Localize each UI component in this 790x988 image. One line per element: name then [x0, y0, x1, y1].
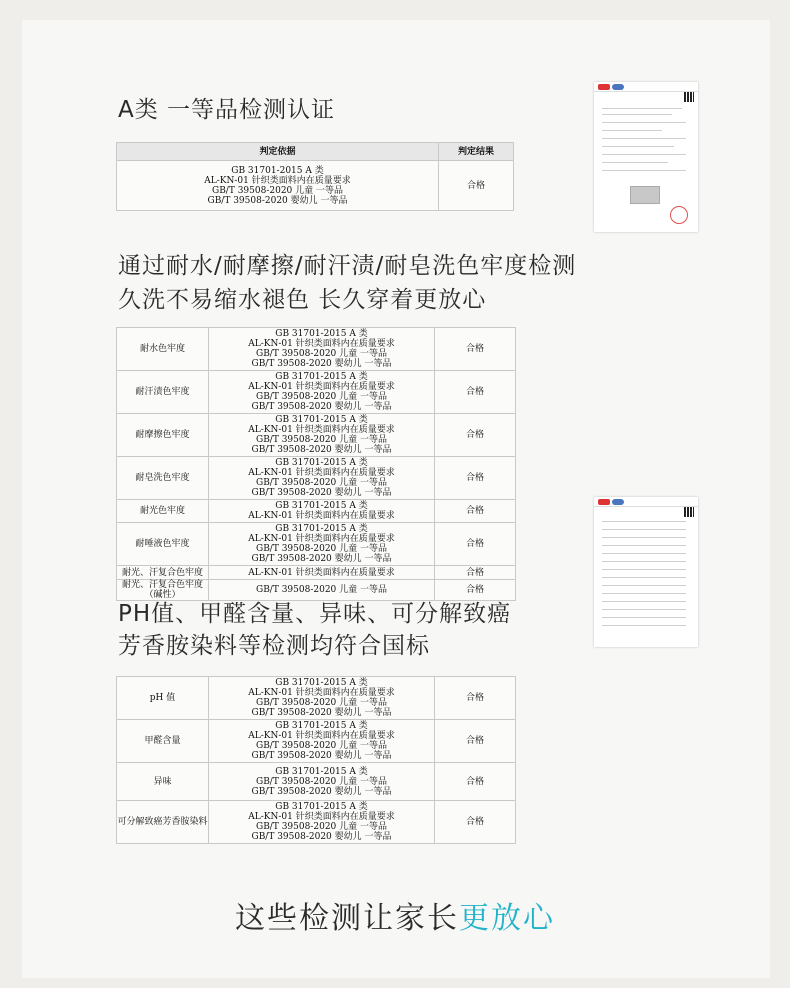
table-cell: 合格: [435, 580, 516, 601]
section3-table: [116, 676, 516, 844]
standard-line: GB 31701-2015 A 类: [275, 372, 368, 382]
header-result: 判定结果: [439, 143, 514, 161]
standards-cell: [209, 720, 435, 763]
table-cell: 合格: [435, 677, 516, 720]
table-cell: 异味: [117, 763, 209, 801]
standard-line: GB/T 39508-2020 婴幼儿 一等品: [251, 445, 392, 455]
standard-line: AL-KN-01 针织类面料内在质量要求: [248, 567, 395, 578]
table-cell: 耐摩擦色牢度: [117, 414, 209, 457]
standard-line: GB/T 39508-2020 儿童 一等品: [212, 185, 343, 196]
header-basis: 判定依据: [117, 143, 439, 161]
standard-line: GB/T 39508-2020 儿童 一等品: [256, 698, 387, 708]
table-cell: 耐水色牢度: [117, 328, 209, 371]
standard-line: AL-KN-01 针织类面料内在质量要求: [248, 511, 395, 521]
standard-line: GB/T 39508-2020 婴幼儿 一等品: [251, 359, 392, 369]
standard-line: GB/T 39508-2020 儿童 一等品: [256, 822, 387, 832]
table-cell: 甲醛含量: [117, 720, 209, 763]
table-cell: 合格: [435, 801, 516, 844]
standard-line: AL-KN-01 针织类面料内在质量要求: [248, 468, 395, 478]
table-cell: 合格: [435, 566, 516, 580]
standard-line: AL-KN-01 针织类面料内在质量要求: [248, 382, 395, 392]
table-cell: 耐唾液色牢度: [117, 523, 209, 566]
table-cell: 耐光、汗复合色牢度（碱性）: [117, 580, 209, 601]
table-cell: 合格: [435, 371, 516, 414]
table-cell: 可分解致癌芳香胺染料: [117, 801, 209, 844]
standard-line: AL-KN-01 针织类面料内在质量要求: [204, 175, 351, 186]
standard-line: GB/T 39508-2020 婴幼儿 一等品: [251, 402, 392, 412]
table-cell: 合格: [435, 523, 516, 566]
standard-line: GB/T 39508-2020 儿童 一等品: [256, 478, 387, 488]
standard-line: GB/T 39508-2020 婴幼儿 一等品: [251, 751, 392, 761]
standard-line: GB/T 39508-2020 婴幼儿 一等品: [251, 786, 392, 797]
table-cell: 合格: [435, 457, 516, 500]
certificate-thumbnail: [594, 497, 698, 647]
certificate-thumbnail: [594, 82, 698, 232]
standard-line: GB 31701-2015 A 类: [275, 524, 368, 534]
table-cell: 耐皂洗色牢度: [117, 457, 209, 500]
standards-cell: [209, 371, 435, 414]
standard-line: GB/T 39508-2020 婴幼儿 一等品: [251, 708, 392, 718]
standard-line: GB/T 39508-2020 儿童 一等品: [256, 741, 387, 751]
standard-line: GB 31701-2015 A 类: [275, 329, 368, 339]
footer-text: 这些检测让家长: [235, 901, 459, 936]
standard-line: GB 31701-2015 A 类: [275, 501, 368, 511]
standard-line: AL-KN-01 针织类面料内在质量要求: [248, 731, 395, 741]
table-cell: 耐光、汗复合色牢度: [117, 566, 209, 580]
section1-heading: A类 一等品检测认证: [118, 97, 336, 123]
section2-heading-line2: 久洗不易缩水褪色 长久穿着更放心: [118, 287, 487, 313]
standard-line: GB/T 39508-2020 婴幼儿 一等品: [207, 195, 348, 206]
table-cell: 合格: [435, 763, 516, 801]
section1-table: [116, 142, 514, 211]
table-cell: 耐光色牢度: [117, 500, 209, 523]
standards-cell: [209, 457, 435, 500]
standards-cell: [209, 523, 435, 566]
standard-line: GB/T 39508-2020 婴幼儿 一等品: [251, 832, 392, 842]
table-cell: 合格: [435, 500, 516, 523]
standards-cell: [209, 763, 435, 801]
standard-line: AL-KN-01 针织类面料内在质量要求: [248, 688, 395, 698]
footer-accent: 更放心: [459, 901, 555, 936]
table-cell: 耐汗渍色牢度: [117, 371, 209, 414]
standard-line: GB/T 39508-2020 婴幼儿 一等品: [251, 488, 392, 498]
standards-cell: [209, 328, 435, 371]
standards-cell: [209, 500, 435, 523]
standard-line: GB/T 39508-2020 儿童 一等品: [256, 435, 387, 445]
standard-line: GB 31701-2015 A 类: [231, 165, 324, 176]
result-cell: 合格: [439, 161, 514, 211]
section2-table: [116, 327, 516, 601]
table-cell: pH 值: [117, 677, 209, 720]
standard-line: GB 31701-2015 A 类: [275, 721, 368, 731]
standard-line: GB/T 39508-2020 儿童 一等品: [256, 544, 387, 554]
footer-tagline: [0, 893, 790, 937]
standard-line: GB/T 39508-2020 婴幼儿 一等品: [251, 554, 392, 564]
section2-heading-line1: 通过耐水/耐摩擦/耐汗渍/耐皂洗色牢度检测: [118, 253, 577, 279]
standard-line: AL-KN-01 针织类面料内在质量要求: [248, 812, 395, 822]
standard-line: GB 31701-2015 A 类: [275, 802, 368, 812]
section3-heading-line1: PH值、甲醛含量、异味、可分解致癌: [118, 601, 512, 627]
standards-cell: [209, 566, 435, 580]
standard-line: GB/T 39508-2020 儿童 一等品: [256, 585, 387, 595]
standard-line: GB/T 39508-2020 儿童 一等品: [256, 392, 387, 402]
table-cell: 合格: [435, 414, 516, 457]
standards-cell: [209, 677, 435, 720]
section3-heading-line2: 芳香胺染料等检测均符合国标: [118, 633, 430, 659]
standard-line: AL-KN-01 针织类面料内在质量要求: [248, 534, 395, 544]
standard-line: GB/T 39508-2020 儿童 一等品: [256, 776, 387, 787]
standard-line: GB 31701-2015 A 类: [275, 678, 368, 688]
standard-line: GB 31701-2015 A 类: [275, 458, 368, 468]
standard-line: AL-KN-01 针织类面料内在质量要求: [248, 425, 395, 435]
standards-cell: [209, 801, 435, 844]
standards-cell: [209, 414, 435, 457]
standard-line: GB 31701-2015 A 类: [275, 415, 368, 425]
table-cell: 合格: [435, 328, 516, 371]
standards-cell: [117, 161, 439, 211]
standard-line: GB 31701-2015 A 类: [275, 766, 368, 777]
standard-line: GB/T 39508-2020 儿童 一等品: [256, 349, 387, 359]
table-cell: 合格: [435, 720, 516, 763]
standard-line: AL-KN-01 针织类面料内在质量要求: [248, 339, 395, 349]
